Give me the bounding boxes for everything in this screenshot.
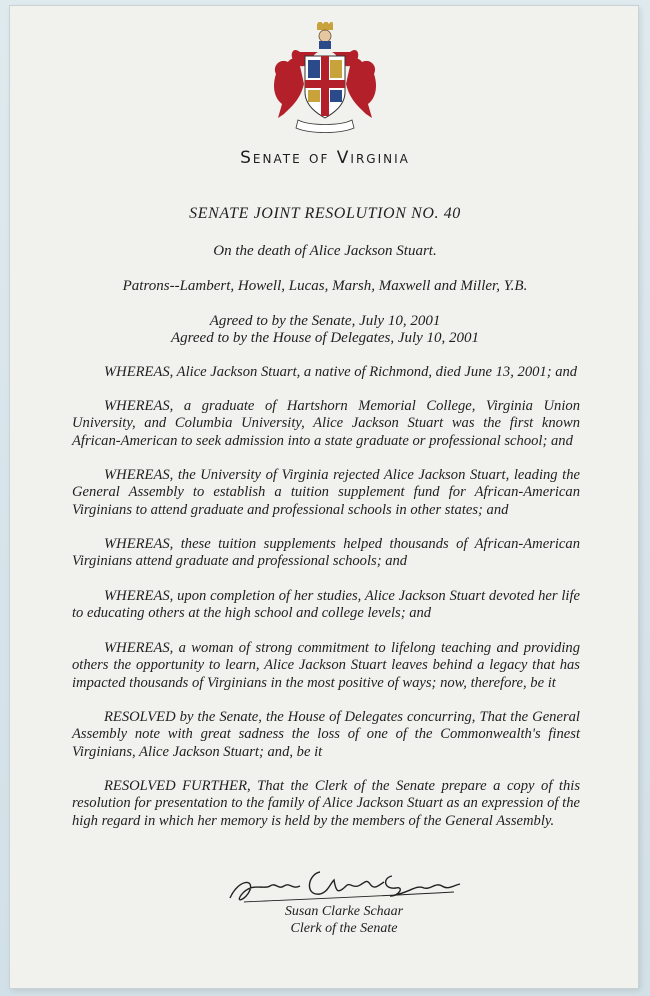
resolution-subject: On the death of Alice Jackson Stuart. [213,243,437,259]
signatory-title: Clerk of the Senate [290,921,398,936]
agreed-senate-line: Agreed to by the Senate, July 10, 2001 [209,313,441,329]
senate-seal-emblem [270,22,380,134]
whereas-paragraph: WHEREAS, the University of Virginia rejected Alice Jackson Stuart, leading the General Assembly to establish a tuition supplement fund for African-American Virginians to attend graduate and professional schools in other states; and [72,467,580,518]
signatory-name: Susan Clarke Schaar [284,904,404,919]
resolved-paragraph: RESOLVED by the Senate, the House of Delegates concurring, That the General Assembly note with great sadness the loss of one of the Commonwealth's finest Virginians, Alice Jackson Stuart; and, be it [72,709,580,760]
resolved-further-paragraph: RESOLVED FURTHER, That the Clerk of the Senate prepare a copy of this resolution for presentation to the family of Alice Jackson Stuart as an expression of the high regard in which her memory is held by the members of the General Assembly. [72,778,580,829]
whereas-paragraph: WHEREAS, a woman of strong commitment to lifelong teaching and providing others the opportunity to learn, Alice Jackson Stuart leaves behind a legacy that has impacted thousands of Virginians in the most positive of ways; now, therefore, be it [72,640,580,691]
whereas-paragraph: WHEREAS, upon completion of her studies, Alice Jackson Stuart devoted her life to educating others at the high school and college levels; and [72,588,580,622]
resolution-number: SENATE JOINT RESOLUTION NO. 40 [189,205,461,222]
whereas-paragraph: WHEREAS, these tuition supplements helped thousands of African-American Virginians attend graduate and professional schools; and [72,536,580,570]
resolution-patrons: Patrons--Lambert, Howell, Lucas, Marsh, Maxwell and Miller, Y.B. [122,278,528,294]
whereas-paragraph: WHEREAS, a graduate of Hartshorn Memorial College, Virginia Union University, and Columbia University, Alice Jackson Stuart was the first known African-American to seek admission into a state graduate or professional school; and [72,398,580,449]
whereas-paragraph: WHEREAS, Alice Jackson Stuart, a native of Richmond, died June 13, 2001; and [104,364,578,380]
handwritten-signature [224,860,464,910]
agreed-house-line: Agreed to by the House of Delegates, July 10, 2001 [170,330,480,346]
senate-title: Senate of Virginia [240,148,410,168]
